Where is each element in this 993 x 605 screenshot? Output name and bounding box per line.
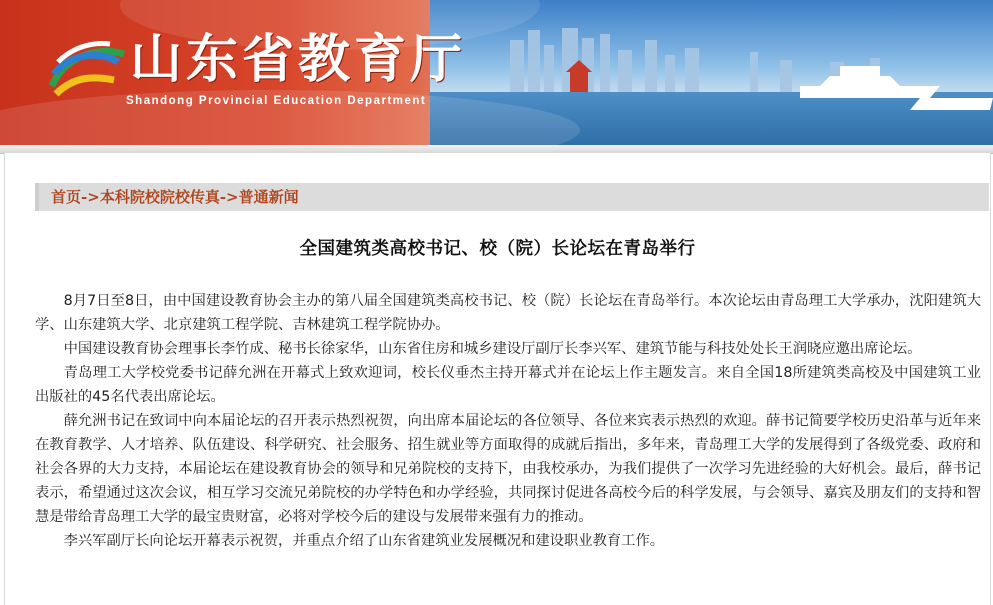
city-skyline-image	[470, 0, 993, 110]
article-paragraph: 李兴军副厅长向论坛开幕表示祝贺，并重点介绍了山东省建筑业发展概况和建设职业教育工作。	[63, 533, 665, 549]
breadcrumb-separator: ->	[81, 188, 100, 206]
breadcrumb-separator: ->	[219, 188, 239, 206]
article-paragraph: 中国建设教育协会理事长李竹成、秘书长徐家华，山东省住房和城乡建设厅副厅长李兴军、建筑节能与科技处处长王润晓应邀出席论坛。	[63, 341, 922, 357]
site-subtitle: Shandong Provincial Education Department	[126, 95, 427, 107]
breadcrumb-section-link[interactable]: 本科院校院校传真	[99, 188, 220, 206]
site-banner	[0, 0, 993, 145]
breadcrumb	[35, 183, 989, 211]
education-logo-icon	[44, 36, 130, 102]
breadcrumb-sub-link[interactable]: 普通新闻	[238, 188, 299, 206]
article-paragraph: 8月7日至8日，由中国建设教育协会主办的第八届全国建筑类高校书记、校（院）长论坛在青岛举行。本次论坛由青岛理工大学承办，沈阳建筑大学、山东建筑大学、北京建筑工程学院、吉林建筑工程学院协办。	[35, 293, 981, 333]
main-content	[4, 153, 991, 605]
article-paragraph: 薛允洲书记在致词中向本届论坛的召开表示热烈祝贺，向出席本届论坛的各位领导、各位来宾表示热烈的欢迎。薛书记简要学校历史沿革与近年来在教育教学、人才培养、队伍建设、科学研究、社会服务、招生就业等方面取得的成就后指出，多年来，青岛理工大学的发展得到了各级党委、政府和社会各界的大力支持，本届论坛在建设教育协会的领导和兄弟院校的支持下，由我校承办，为我们提供了一次学习先进经验的大好机会。最后，薛书记表示，希望通过这次会议，相互学习交流兄弟院校的办学特色和办学经验，共同探讨促进各高校今后的科学发展，与会领导、嘉宾及朋友们的支持和智慧是带给青岛理工大学的最宝贵财富，必将对学校今后的建设与发展带来强有力的推动。	[35, 413, 981, 525]
site-title: 山东省教育厅	[130, 29, 467, 90]
article-body	[35, 289, 981, 553]
article-paragraph: 青岛理工大学校党委书记薛允洲在开幕式上致欢迎词，校长仪垂杰主持开幕式并在论坛上作主题发言。来自全国18所建筑类高校及中国建筑工业出版社的45名代表出席论坛。	[35, 365, 981, 405]
breadcrumb-home-link[interactable]: 首页	[51, 188, 82, 206]
article-title: 全国建筑类高校书记、校（院）长论坛在青岛举行	[299, 239, 696, 259]
